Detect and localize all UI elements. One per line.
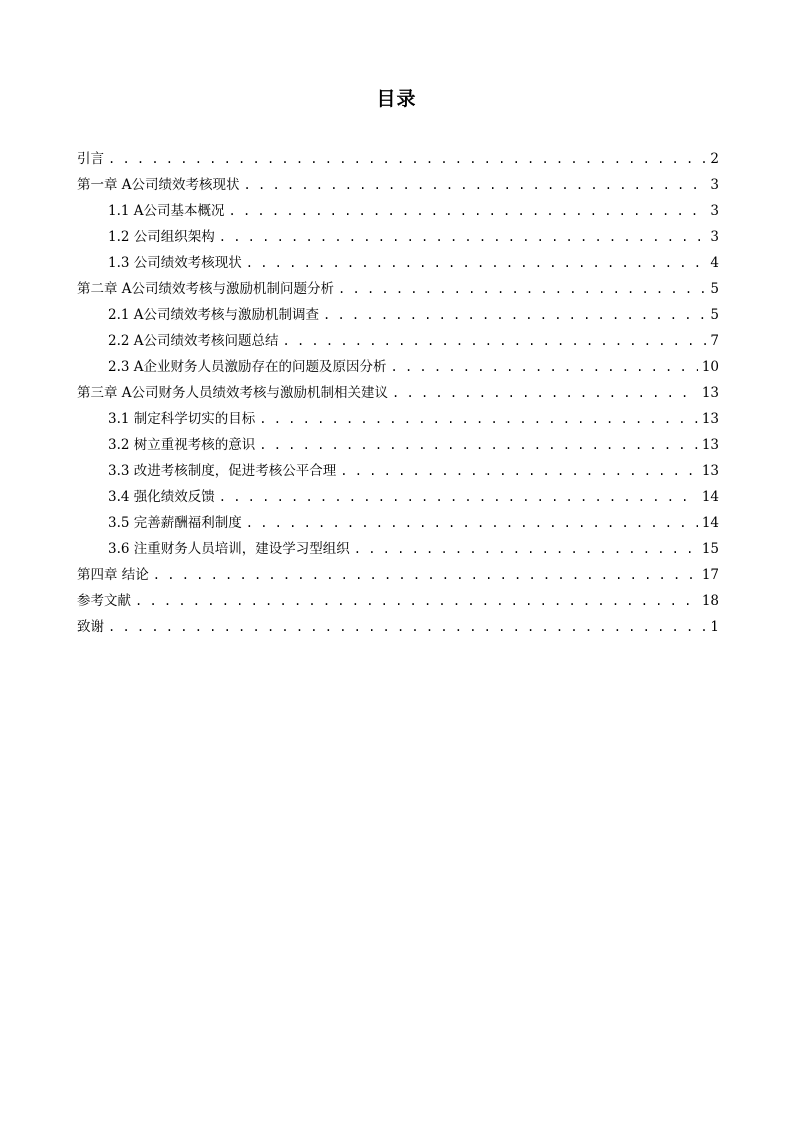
toc-subentry[interactable] — [77, 224, 719, 250]
toc-entry-label: 2.2 A公司绩效考核问题总结 — [108, 333, 279, 349]
toc-entry-page: 3 — [710, 229, 719, 245]
toc-entry-label: 1.1 A公司基本概况 — [108, 203, 225, 219]
toc-entry[interactable] — [77, 276, 719, 302]
toc-entry-page: 15 — [701, 541, 719, 557]
toc-dot-leader — [108, 614, 706, 640]
toc-entry-label: 第四章 结论 — [77, 567, 149, 583]
toc-entry-page: 3 — [710, 177, 719, 193]
toc-entry-page: 13 — [701, 385, 719, 401]
toc-entry-page: 13 — [701, 463, 719, 479]
toc-entry[interactable] — [77, 614, 719, 640]
toc-entry-label: 2.1 A公司绩效考核与激励机制调查 — [108, 307, 320, 323]
toc-entry-page: 10 — [701, 359, 719, 375]
toc-entry[interactable] — [77, 146, 719, 172]
toc-dot-leader — [246, 510, 698, 536]
toc-subentry[interactable] — [77, 406, 719, 432]
toc-entry[interactable] — [77, 380, 719, 406]
toc-entry-label: 1.2 公司组织架构 — [108, 229, 215, 245]
toc-dot-leader — [283, 328, 707, 354]
toc-entry-page: 4 — [710, 255, 719, 271]
toc-subentry[interactable] — [77, 484, 719, 510]
toc-dot-leader — [108, 146, 706, 172]
toc-entry-label: 3.1 制定科学切实的目标 — [108, 411, 256, 427]
toc-entry-page: 7 — [710, 333, 719, 349]
toc-subentry[interactable] — [77, 328, 719, 354]
toc-entry-label: 3.5 完善薪酬福利制度 — [108, 515, 242, 531]
toc-entry-page: 13 — [701, 437, 719, 453]
toc-dot-leader — [135, 588, 698, 614]
toc-entry-label: 3.3 改进考核制度，促进考核公平合理 — [108, 463, 337, 479]
toc-dot-leader — [229, 198, 707, 224]
toc-dot-leader — [259, 432, 698, 458]
toc-entry-page: 2 — [710, 151, 719, 167]
toc-subentry[interactable] — [77, 432, 719, 458]
toc-entry[interactable] — [77, 172, 719, 198]
toc-entry-label: 参考文献 — [77, 593, 131, 609]
toc-dot-leader — [338, 276, 706, 302]
toc-subentry[interactable] — [77, 458, 719, 484]
toc-list — [77, 146, 719, 640]
toc-entry-label: 第一章 A公司绩效考核现状 — [77, 177, 240, 193]
toc-dot-leader — [244, 172, 707, 198]
toc-entry-label: 第三章 A公司财务人员绩效考核与激励机制相关建议 — [77, 385, 389, 401]
toc-dot-leader — [340, 458, 698, 484]
toc-dot-leader — [391, 354, 698, 380]
toc-subentry[interactable] — [77, 198, 719, 224]
toc-entry-page: 13 — [701, 411, 719, 427]
toc-entry-label: 3.2 树立重视考核的意识 — [108, 437, 256, 453]
toc-subentry[interactable] — [77, 354, 719, 380]
toc-subentry[interactable] — [77, 250, 719, 276]
toc-dot-leader — [323, 302, 706, 328]
toc-entry[interactable] — [77, 588, 719, 614]
toc-entry-page: 5 — [710, 307, 719, 323]
toc-dot-leader — [219, 484, 698, 510]
toc-entry-page: 14 — [701, 489, 719, 505]
toc-entry-page: 17 — [701, 567, 719, 583]
toc-entry-label: 3.6 注重财务人员培训，建设学习型组织 — [108, 541, 350, 557]
toc-dot-leader — [259, 406, 698, 432]
toc-dot-leader — [246, 250, 707, 276]
toc-dot-leader — [219, 224, 707, 250]
toc-dot-leader — [354, 536, 698, 562]
toc-subentry[interactable] — [77, 510, 719, 536]
toc-entry-label: 3.4 强化绩效反馈 — [108, 489, 215, 505]
toc-entry-label: 1.3 公司绩效考核现状 — [108, 255, 242, 271]
toc-entry-page: 1 — [710, 619, 719, 635]
toc-entry[interactable] — [77, 562, 719, 588]
toc-entry-label: 第二章 A公司绩效考核与激励机制问题分析 — [77, 281, 335, 297]
toc-title: 目录 — [376, 88, 417, 110]
toc-entry-label: 引言 — [77, 151, 104, 167]
toc-entry-page: 5 — [710, 281, 719, 297]
toc-subentry[interactable] — [77, 302, 719, 328]
toc-entry-page: 3 — [710, 203, 719, 219]
toc-entry-page: 14 — [701, 515, 719, 531]
toc-subentry[interactable] — [77, 536, 719, 562]
toc-dot-leader — [153, 562, 698, 588]
toc-entry-page: 18 — [701, 593, 719, 609]
toc-dot-leader — [392, 380, 698, 406]
toc-entry-label: 致谢 — [77, 619, 104, 635]
toc-entry-label: 2.3 A企业财务人员激励存在的问题及原因分析 — [108, 359, 387, 375]
